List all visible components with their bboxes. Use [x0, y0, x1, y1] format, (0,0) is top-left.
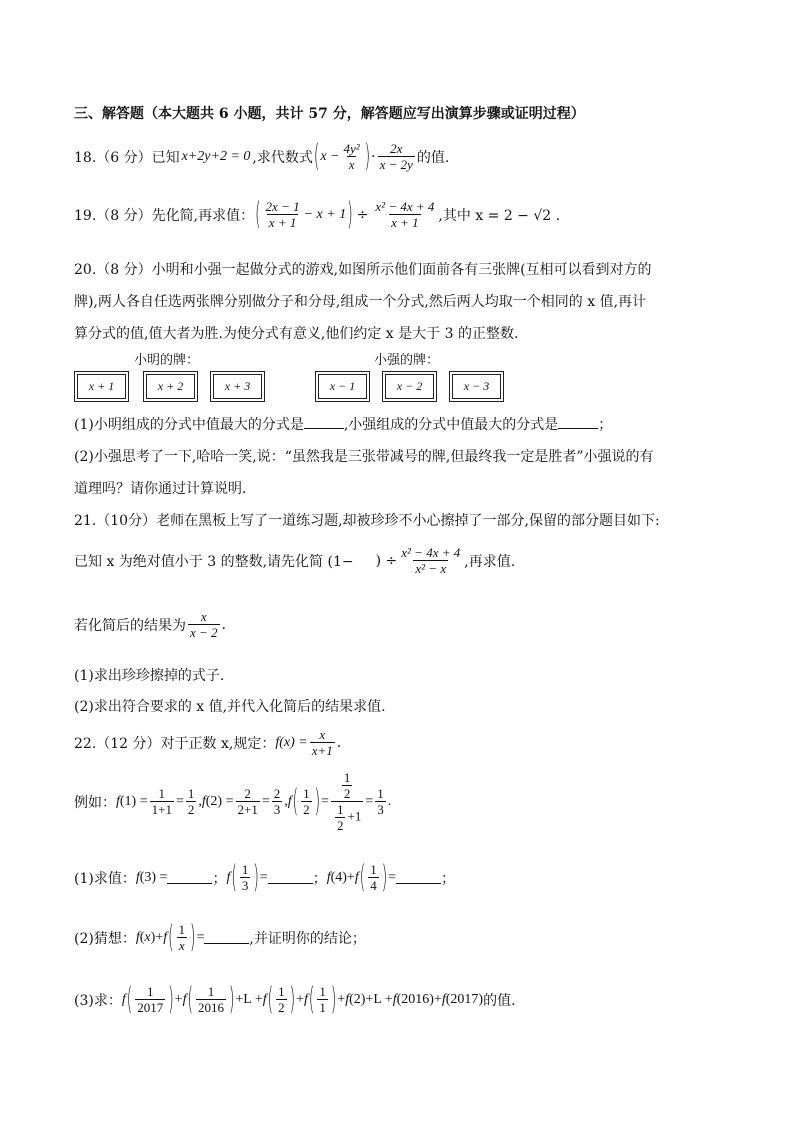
- card-text: x + 1: [77, 374, 126, 399]
- q19-cond: ,其中 x = 2 − √2 .: [438, 207, 561, 224]
- q18-fraction-2: [378, 141, 415, 172]
- answer-blank[interactable]: [304, 416, 344, 429]
- q22-p2a-text: (2)猜想：: [74, 930, 136, 947]
- card-text: x + 3: [213, 374, 262, 399]
- card-text: x − 3: [452, 374, 501, 399]
- ming-card-2: [143, 371, 198, 402]
- q21-line3: [74, 609, 226, 640]
- q20-line3: 算分式的值,值大者为胜.为使分式有意义,他们约定 x 是大于 3 的正整数.: [74, 326, 519, 342]
- q21-r-num: x: [200, 609, 207, 624]
- q22-prefix: 22.（12 分）对于正数 x,规定：: [74, 735, 276, 752]
- qiang-card-1: [315, 371, 370, 402]
- answer-blank[interactable]: [268, 871, 313, 884]
- q19-mid: − x + 1: [303, 206, 347, 222]
- q20-part2-line2: 道理吗？请你通过计算说明.: [74, 481, 247, 497]
- q18-suffix: 的值.: [416, 149, 450, 166]
- q19-fraction-2: [373, 199, 436, 230]
- q22-p3a-text: (3)求：: [74, 992, 122, 1009]
- q20-part2-line1: (2)小强思考了一下,哈哈一笑,说：“虽然我是三张带减号的牌,但最终我一定是胜者”小强说的有: [74, 449, 654, 465]
- q19-f1-den: x + 1: [268, 215, 297, 230]
- q22-def-num: x: [319, 727, 326, 742]
- q20-p1c-text: ；: [598, 417, 613, 433]
- q21-line2a: 已知 x 为绝对值小于 3 的整数,请先化简 (1−: [74, 553, 354, 570]
- q22-part2: (2)猜想： f ( x )+ f ( $\frac{1}{x}$ ) = ,并证明你的结论；: [74, 919, 366, 956]
- q21-line3b: .: [221, 616, 226, 633]
- q18-frac1-den: x: [348, 157, 355, 172]
- q18-dot: ·: [371, 148, 376, 165]
- card-text: x − 1: [318, 374, 367, 399]
- ming-card-3: [210, 371, 265, 402]
- q18-frac1-num: 4y²: [343, 141, 360, 156]
- q18-mid: ,求代数式: [252, 149, 313, 166]
- q19-div: ÷: [356, 206, 369, 223]
- q22-eg-prefix: 例如：: [74, 794, 116, 811]
- q20-line2: 牌),两人各自任选两张牌分别做分子和分母,组成一个分式,然后两人均取一个相同的 x 值,再计: [74, 294, 647, 310]
- ming-cards-label: 小明的牌：: [134, 353, 200, 368]
- q21-line1: 21.（10分）老师在黑板上写了一道练习题,却被珍珍不小心擦掉了一部分,保留的部分题目如下:: [74, 513, 660, 529]
- left-paren: (: [313, 138, 320, 175]
- q21-r-den: x − 2: [190, 625, 218, 640]
- q20-p1b-text: ,小强组成的分式中值最大的分式是: [343, 417, 559, 433]
- card-text: x − 2: [385, 374, 434, 399]
- q19-prefix: 19.（8 分）先化简,再求值：: [74, 207, 255, 224]
- q22-p1-text: (1)求值：: [74, 870, 136, 887]
- q21-line2c: ,再求值.: [464, 553, 516, 570]
- answer-blank[interactable]: [396, 871, 441, 884]
- q21-result-fraction: [188, 609, 220, 640]
- q22-part3: (3)求： f ( $\frac{1}{2017}$ ) + f ( $\frac{1}{2016}$ ) +L + f ( $\frac{1}{2}$ ) + f ( $\frac{1}{1}$ ) + f (2)+L + f (2016)+ f (2017) 的值.: [74, 981, 516, 1018]
- q22-example: 例如： f (1) = $\frac{1}{1+1}$ = $\frac{1}{2}$ , f (2) = $\frac{2}{2+1}$ = $\frac{2}{3}$ , f ( $\frac{1}{2}$ ) = $\frac{1}{2}$ $\frac{1}{2}$ +1 = $\frac{1}{3}$ .: [74, 770, 392, 833]
- q18-prefix: 18.（6 分）已知: [74, 149, 180, 166]
- q21-f-num: x² − 4x + 4: [401, 545, 461, 560]
- question-18: [74, 138, 450, 175]
- q22-def-left: f(x) =: [275, 734, 308, 750]
- q18-expr-a: x −: [320, 148, 340, 164]
- q21-line3a: 若化简后的结果为: [74, 617, 186, 634]
- left-paren: (: [255, 196, 261, 233]
- q21-line2b: ) ÷: [375, 552, 398, 569]
- right-paren: ): [364, 138, 371, 175]
- q19-f2-num: x² − 4x + 4: [375, 199, 435, 214]
- card-text: x + 2: [146, 374, 195, 399]
- question-19: [74, 196, 561, 233]
- q18-condition: x+2y+2 = 0: [181, 148, 251, 164]
- q22-part1: (1)求值： f (3) = ； f ( $\frac{1}{3}$ ) = ； f (4)+ f ( $\frac{1}{4}$ ) = ；: [74, 859, 456, 896]
- answer-blank[interactable]: [204, 931, 249, 944]
- q22-p2b-text: ,并证明你的结论；: [249, 930, 366, 947]
- q20-line1: 20.（8 分）小明和小强一起做分式的游戏,如图所示他们面前各有三张牌(互相可以看到对方的: [74, 262, 652, 278]
- q18-frac2-num: 2x: [390, 141, 403, 156]
- q20-p1-text: (1)小明组成的分式中值最大的分式是: [74, 417, 304, 433]
- q22-definition: 22.（12 分）对于正数 x,规定： f(x) = $\frac{x}{x+1}$ .: [74, 727, 342, 758]
- q22-def-den: x+1: [311, 743, 333, 758]
- q20-part1: [74, 414, 612, 434]
- q19-fraction-1: [264, 199, 302, 230]
- q22-p3b-text: 的值.: [483, 992, 516, 1009]
- right-paren: ): [347, 196, 353, 233]
- q22-def-fraction: [310, 727, 335, 758]
- answer-blank[interactable]: [558, 416, 598, 429]
- qiang-card-2: [382, 371, 437, 402]
- q21-f-den: x² − x: [415, 561, 447, 576]
- q19-f2-den: x + 1: [391, 215, 419, 230]
- q21-part2: (2)求出符合要求的 x 值,并代入化简后的结果求值.: [74, 699, 386, 715]
- q21-fraction: [399, 545, 462, 576]
- q18-frac2-den: x − 2y: [379, 157, 413, 172]
- qiang-cards-label: 小强的牌：: [374, 353, 440, 368]
- q21-line2: [74, 545, 515, 576]
- answer-blank[interactable]: [167, 871, 212, 884]
- section-title: 三、解答题（本大题共 6 小题，共计 57 分，解答题应写出演算步骤或证明过程）: [74, 106, 585, 122]
- q21-part1: (1)求出珍珍擦掉的式子.: [74, 668, 225, 684]
- q18-fraction-1: [342, 141, 362, 172]
- ming-card-1: [74, 371, 129, 402]
- q19-f1-num: 2x − 1: [265, 199, 300, 214]
- qiang-card-3: [449, 371, 504, 402]
